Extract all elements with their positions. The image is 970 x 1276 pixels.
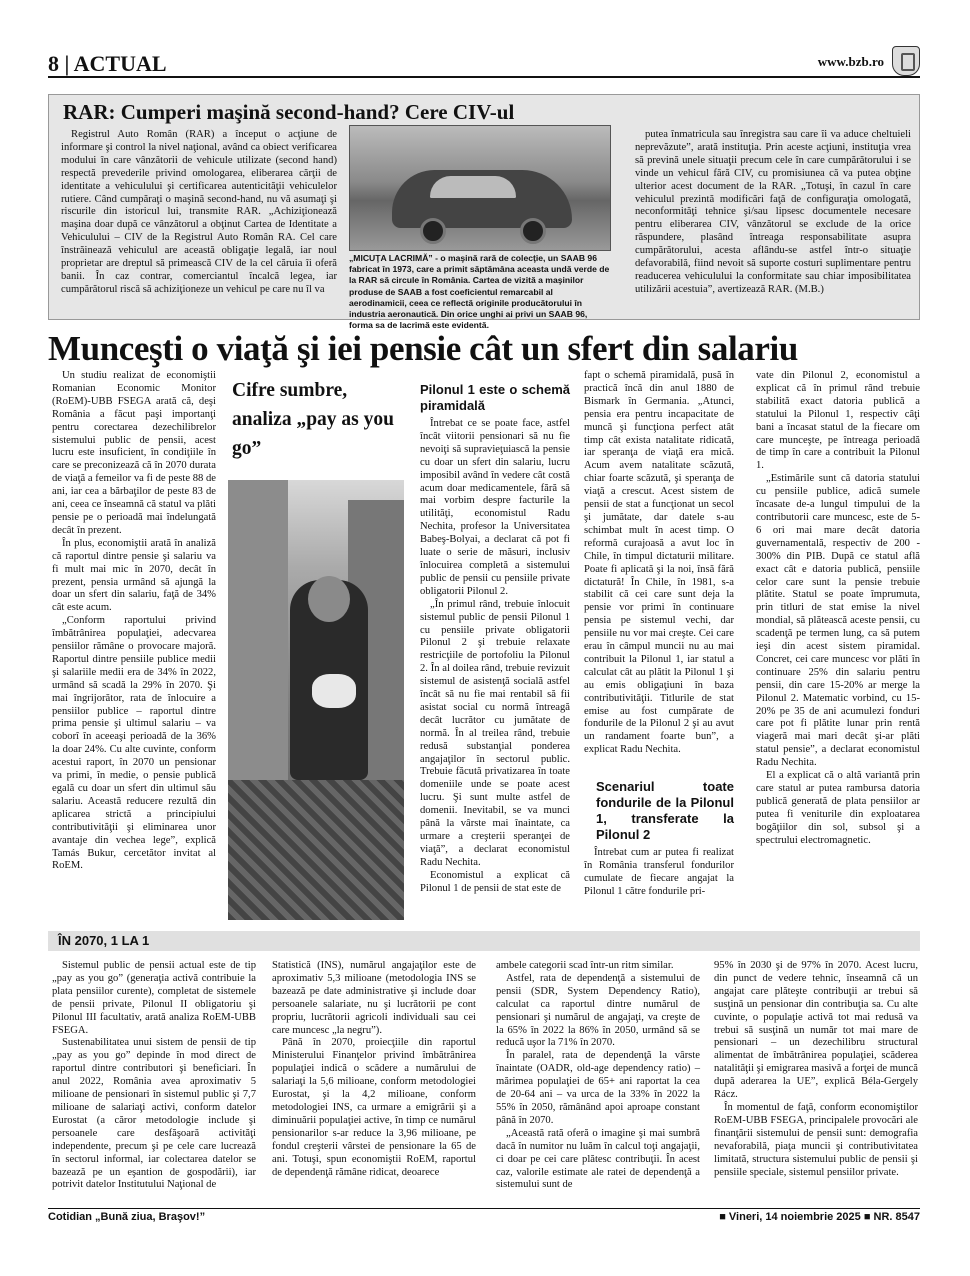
paragraph: „Această rată oferă o imagine şi mai sumbră dacă în numitor nu luăm în calcul toţi angajaţii, ci doar pe cei care plătesc contribuţii. În acest caz, valorile estimate ale ratei de dependenţă a sistemului sunt de bbox=[496, 1127, 700, 1191]
wheel-shape bbox=[520, 218, 546, 244]
article-column-2 bbox=[420, 380, 570, 896]
paragraph: Sistemul public de pensii actual este de tip „pay as you go” (generaţia activă contribuie la plata pensiilor curente), completat de sistemele de pensii private, Pilonul II obligatoriu şi Pilonul III facultativ, arată analiza RoEM-UBB FSEGA. bbox=[52, 960, 256, 1036]
wheel-shape bbox=[420, 218, 446, 244]
building-shape bbox=[228, 480, 288, 780]
paragraph: În paralel, rata de dependenţă la vârste înaintate (OADR, old-age dependency ratio) – mărimea populaţiei de 65+ ani raportat la cea de 20-64 ani – va urca de la 33% în 2022 la 55% în 2050, rămânând apoi aproape constant până în 2070. bbox=[496, 1050, 700, 1126]
paragraph: vate din Pilonul 2, economistul a explicat că în primul rând trebuie stabilită exact datoria publică a statului la Pilonul 1, respectiv câţi bani a încasat statul de la fiecare om care munceşte, pe întreaga perioadă de timp în care a contribuit la Pilonul 1. bbox=[756, 370, 920, 472]
paragraph: Întrebat cum ar putea fi realizat în România transferul fondurilor cumulate de fiecare angajat la Pilonul 1 către fondurile pri- bbox=[584, 847, 734, 897]
page-number: 8 bbox=[48, 51, 59, 76]
page-header bbox=[48, 50, 920, 78]
paragraph: Economistul a explicat că Pilonul 1 de pensii de stat este de bbox=[420, 869, 570, 894]
paragraph: În momentul de faţă, conform economiştilor RoEM-UBB FSEGA, principalele provocări ale finanţării sistemului de pensii sunt: demografia nevaforabilă, piaţa muncii şi contributivitatea limitată, structura sistemului public de pensii şi pensiile speciale, sistemul pensiilor private. bbox=[714, 1101, 918, 1178]
section-heading: Scenariul toate fondurile de la Pilonul 1, transferate la Pilonul 2 bbox=[596, 779, 734, 843]
site-url[interactable]: www.bzb.ro bbox=[817, 54, 884, 69]
paragraph: 95% în 2030 şi de 97% în 2070. Acest lucru, din punct de vedere tehnic, înseamnă că un angajat care plăteşte contribuţii ar trebui să susţină un pensionar din contribuţia sa. Cu alte cuvinte, o populaţie activă tot mai redusă va trebui să susţină un număr tot mai mare de pensionari – un dezechilibru structural alimentat de îmbătrânirea populaţiei, scăderea natalităţii şi emigrarea masivă a forţei de muncă după aderarea la UE”, explică Béla-Gergely Rácz. bbox=[714, 960, 918, 1101]
newspaper-name: Cotidian „Bună ziua, Braşov!” bbox=[48, 1211, 206, 1223]
paragraph: Întrebat ce se poate face, astfel încât viitorii pensionari să nu fie nevoiţi să supravieţuiască la pensie cu doar un sfert din salariu, lucru imposibil având în vedere cât costă acum doar medicamentele, fără să mai vorbim despre facturile la utilităţi, economistul Radu Nechita, profesor la Universitatea Babeş-Bolyai, a declarat că pot fi luate o serie de măsuri, inclusiv înlocuirea completă a sistemului public de pensii cu pensiile private obligatorii Pilonul 2. bbox=[420, 418, 570, 597]
saab-photo bbox=[349, 125, 611, 251]
article-column-1 bbox=[52, 370, 216, 873]
page-footer bbox=[48, 1208, 920, 1224]
crest-icon bbox=[892, 46, 920, 76]
article-headline: Munceşti o viaţă şi iei pensie cât un sfert din salariu bbox=[48, 329, 798, 368]
paragraph: Registrul Auto Român (RAR) a început o acţiune de informare şi control la nivel naţional, având ca obiect verificarea modului în care vânzătorii de vehicule utilizate (second hand) respectă prevederile privind omologarea, eliberarea cărţii de identitate a vehiculului şi certificarea autenticităţii vehiculelor rutiere. Când cumpăraţi o maşină second-hand, nu vă asumaţi şi riscurile din istoricul lui, transmite RAR. „Achiziţionează maşina doar după ce vânzătorul a obţinut Cartea de Identitate a Vehiculului – CIV de la Registrul Auto Român RA. Cel care înstrăinează vehiculul are această obligaţie legală, iar noul proprietar are dreptul să primească CIV de la cel căruia îi oferă banii. În caz contrar, comerciantul încalcă legea, iar cumpărătorul riscă să achiziţioneze un vehicul pe care nu îl va bbox=[61, 129, 337, 295]
rar-box bbox=[48, 94, 920, 331]
paragraph: El a explicat că o altă variantă prin care statul ar putea rambursa datoria publică generată de plata pensiilor ar putea fi veniturile din exploatarea bogăţiilor din sol, subsol şi a spectrului electromagnetic. bbox=[756, 770, 920, 846]
flowers-shape bbox=[312, 674, 356, 708]
car-shape bbox=[392, 170, 572, 228]
box-2070-title: ÎN 2070, 1 LA 1 bbox=[48, 931, 920, 951]
paragraph: putea înmatricula sau înregistra sau care îi va aduce cheltuieli neprevăzute”, arată instituţia. Prin aceste acţiuni, instituţia vrea să prevină unele situaţii precum cele în care cumpărătorului i se vinde un vehicul fără CIV, cu promisiunea că va putea obţine ulterior acest document de la RAR. „Totuşi, în cazul în care vehiculul prezintă modificări faţă de configuraţia omologată, neconformităţi tehnice şi/sau lipsesc documentele necesare pentru eliberarea CIV, vânzătorul se exclude de la orice răspundere, plasând întreaga responsabilitate asupra cumpărătorului, acesta aflându-se astfel într-o situaţie defavorabilă, fiind nevoit să suporte costuri suplimentare pentru readucerea vehiculului la conformitate sau chiar imposibilitatea utilizării acestuia”, avertizează RAR. (M.B.) bbox=[635, 129, 911, 295]
woman-head bbox=[308, 576, 350, 622]
issue-date-number: ■ Vineri, 14 noiembrie 2025 ■ NR. 8547 bbox=[719, 1211, 920, 1223]
paragraph: „Estimările sunt că datoria statului cu pensiile publice, adică sumele încasate de-a lungul timpului de la contributorii care muncesc, este de 5-6 ori mai mare decât datoria guvernamentală, respectiv de 200 - 300% din PIB. După ce statul află exact cât e datoria publică, pensiile celor care sunt la pensie trebuie plătite. Statul se poate împrumuta, prin titluri de stat emise la nivel mondial, să plătească aceste pensii, cu scadenţă pe termen lung, ca să putem ieşi din acest sistem piramidal. Concret, cei care muncesc vor plăti în continuare 25% din salariu pentru pensii, din care 15-20% ar merge la Pilonul 2. Matematic vorbind, cu 15-20% pe 35 de ani acumulezi fonduri care pot fi plătite lunar prin rentă viageră mai mari decât şi-ar plăti statul pensie”, a declarat economistul Radu Nechita. bbox=[756, 473, 920, 769]
pavement-shape bbox=[228, 780, 404, 920]
article-subheadline: Cifre sumbre, analiza „pay as you go” bbox=[232, 380, 394, 459]
paragraph: Sustenabilitatea unui sistem de pensii de tip „pay as you go” depinde în mod direct de raportul dintre contributori şi beneficiari. În anul 2022, România avea aproximativ 5 milioane de pensionari în sistemul public şi 7,7 milioane de salariaţi activi, conform datelor Eurostat (a căror metodologie include şi persoanele care desfăşoară activităţi independente, precum şi pe cele care lucrează în sectorul informal, iar colectarea datelor se bazează pe un eşantion de gospodării), iar potrivit datelor Institutului Naţional de bbox=[52, 1037, 256, 1191]
section-name: ACTUAL bbox=[73, 51, 167, 76]
page-section-label: 8 | ACTUAL bbox=[48, 51, 167, 76]
paragraph: Până în 2070, proiecţiile din raportul Ministerului Finanţelor privind îmbătrânirea populaţiei indică o scădere a numărului de salariaţi la 5,6 milioane, conform metodologiei Eurostat, şi la 4,2 milioane, conform metodologiei INS, ca urmare a emigrării şi a diminuării populaţiei active, în timp ce numărul pensionarilor s-ar reduce la 3,96 milioane, pe fondul creşterii vârstei de pensionare la 65 de ani. Totuşi, spun economiştii RoEM, raportul de dependenţă rămâne ridicat, deoarece bbox=[272, 1037, 476, 1178]
article-column-4 bbox=[756, 370, 920, 848]
paragraph: ambele categorii scad într-un ritm similar. bbox=[496, 960, 674, 971]
rar-title: RAR: Cumperi maşină second-hand? Cere CIV-ul bbox=[63, 100, 515, 124]
paragraph: Un studiu realizat de economiştii Romanian Economic Monitor (RoEM)-UBB FSEGA arată că, deşi România a făcut paşi importanţi pentru corectarea dezechilibrelor sistemului public de pensii, acest lucru este insuficient, în condiţiile în care se preconizează că în 2070 durata de viaţă a femeilor va fi de peste 88 de ani, iar cea a bărbaţilor de peste 83 de ani, ceea ce înseamnă că statul va plăti pensie pe o perioadă mai îndelungată decât în prezent. bbox=[52, 370, 216, 536]
box-2070-column-1 bbox=[52, 960, 256, 1192]
paragraph: În plus, economiştii arată în analiză că raportul dintre pensie şi salariu va fi mult mai mic în 2070, decât în prezent, pensia urmând să ajungă la doar un sfert din salariu, faţă de 34% cât este acum. bbox=[52, 537, 216, 614]
photo-caption: „MICUŢA LACRIMĂ” - o maşină rară de colecţie, un SAAB 96 fabricat în 1973, care a primit săptămâna aceasta undă verde de la RAR să circule în România. Cartea de vizită a maşinilor produse de SAAB a fost coeficientul remarcabil al aerodinamicii, ceea ce reflectă originile producătorului în industria aeronautică. Din orice unghi ai privi un SAAB 96, forma sa de lacrimă este evidentă. bbox=[349, 253, 610, 331]
box-2070-column-2 bbox=[272, 960, 476, 1179]
rar-column-1 bbox=[61, 129, 337, 297]
paragraph: fapt o schemă piramidală, pusă în practică încă din anul 1880 de Bismark în Germania. „Atunci, pensia era pentru incapacitate de muncă şi funcţiona perfect atât timp cât exista natalitate ridicată, iar speranţa de viaţă era mică. Acum avem natalitate scăzută, chiar foarte scăzută, şi speranţa de viaţă a crescut. Acest sistem de pensii de stat a funcţionat un secol şi jumătate, dar datele s-au schimbat mult în acest timp. O reformă curajoasă a avut loc în Chile, în timpul dictaturii militare. Poate fi aplicată şi la noi, însă fără dictatură! În Chile, în 1981, s-a stabilit că cei care sunt deja la pensie vor primi în continuare pensia pe sistemul vechi, dar pensiile nu vor mai creşte. Cei care erau în câmpul muncii nu au mai contribuit la Pilonul 1, iar statul a calculat cât au plătit la Pilonul 1 şi au emis obligaţiuni în baza contributivităţii. Titlurile de stat emise au fost cumpărate de fondurile de la Pilonul 2 şi au avut un randament foarte bun”, a explicat Radu Nechita. bbox=[584, 370, 734, 756]
elderly-woman-photo bbox=[228, 480, 404, 920]
section-heading: Pilonul 1 este o schemă piramidală bbox=[420, 382, 570, 413]
rar-column-3 bbox=[635, 129, 911, 297]
paragraph: Astfel, rata de dependenţă a sistemului de pensii (SDR, System Dependency Ratio), calculat ca raportul dintre numărul de pensionari şi numărul de angajaţi, va creşte de la 65% în 2022 la 86% în 2050, urmând să se reducă uşor la 71% în 2070. bbox=[496, 972, 700, 1049]
paragraph: „Conform raportului privind îmbătrânirea populaţiei, adecvarea pensiilor rămâne o provocare majoră. Raportul dintre pensiile publice medii şi salariile medii era de 34% în 2022, urmând să scadă la 29% în 2070. Şi mai îngrijorător, rata de înlocuire a pensiilor publice – raportul dintre prima pensie şi ultimul salariu – va coborî în aceeaşi perioadă de la 36% la doar 24%. Cu alte cuvinte, conform acestui raport, în 2070 un pensionar va primi, în medie, o pensie publică egală cu doar un sfert din ultimul său salariu. Această reducere rezultă din aplicarea strictă a principiului contributivităţii şi eliminarea unor avantaje din vechea lege”, explică Tamás Bukur, cercetător invitat al RoEM. bbox=[52, 615, 216, 872]
paragraph: Statistică (INS), numărul angajaţilor este de aproximativ 5,3 milioane (metodologia INS se bazează pe date administrative şi include doar persoanele salariate, nu şi lucrătorii pe cont propriu, lucrătorii agricoli individuali sau cei care muncesc „la negru”). bbox=[272, 960, 476, 1036]
box-2070-column-3 bbox=[496, 960, 700, 1192]
article-column-3 bbox=[584, 370, 734, 899]
paragraph: „În primul rând, trebuie înlocuit sistemul public de pensii Pilonul 1 cu pensiile private obligatorii Pilonul 2 şi trebuie relaxate restricţiile de portofoliu la Pilonul 2. În al doilea rând, trebuie revizuit sistemul de asistenţă socială astfel încât să nu fie mai rentabil să fii asistat social cu normă întreagă decât lucrător cu jumătate de normă. În al treilea rând, trebuie redusă substanţial ponderea angajaţilor în sectorul public. Trebuie făcută privatizarea în toate domeniile unde se poate acest lucru. Şi sunt multe astfel de domenii. Inevitabil, se va munci până la vârste mai înaintate, ca urmare a creşterii speranţei de viaţă”, a declarat economistul Radu Nechita. bbox=[420, 598, 570, 868]
box-2070-column-4 bbox=[714, 960, 918, 1179]
